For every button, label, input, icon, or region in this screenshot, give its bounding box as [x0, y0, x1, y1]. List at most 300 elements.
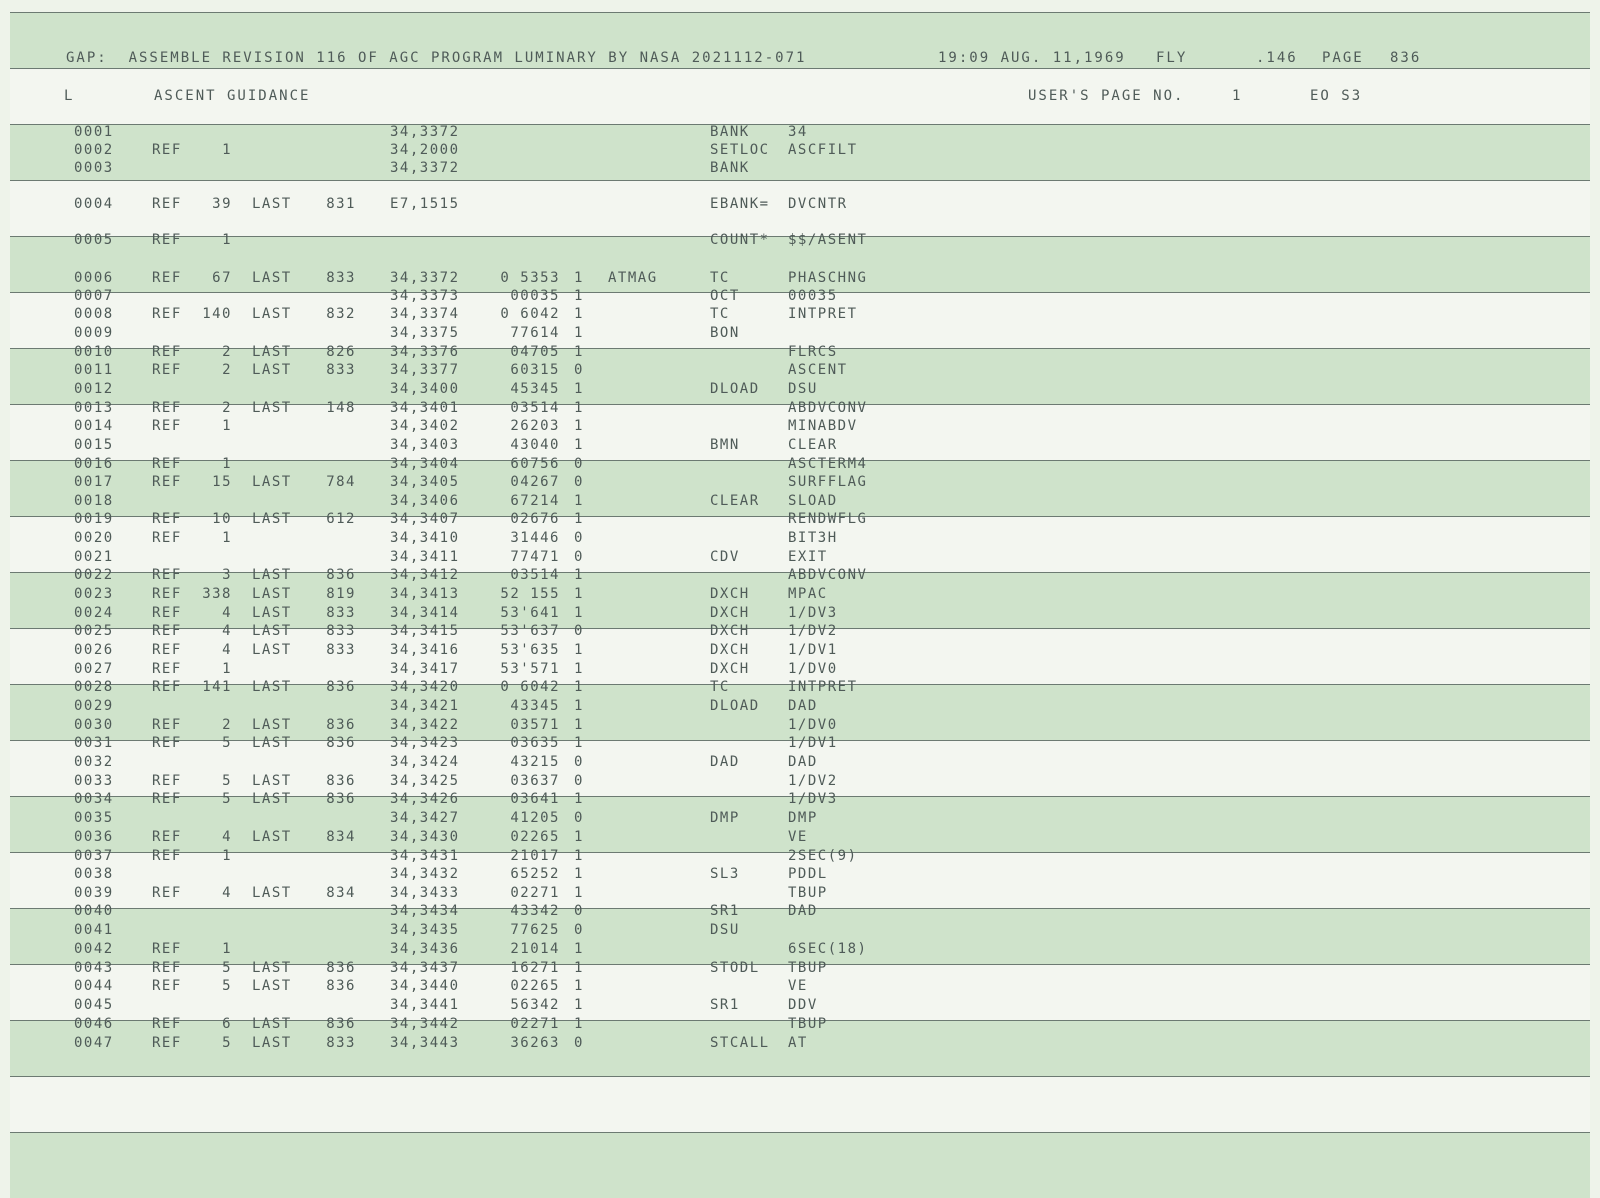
line-number: 0046 — [74, 1016, 114, 1032]
address: 34,3442 — [390, 1016, 460, 1032]
operand: DDV — [788, 997, 818, 1013]
octal-code: 67214 — [510, 493, 560, 509]
last-page: 833 — [326, 642, 356, 658]
ref-label: REF — [152, 642, 182, 658]
address: 34,3443 — [390, 1035, 460, 1051]
ref-label: REF — [152, 735, 182, 751]
opcode: DSU — [710, 922, 740, 938]
ref-label: REF — [152, 362, 182, 378]
flag-bit: 1 — [574, 493, 584, 509]
line-number: 0037 — [74, 848, 114, 864]
address: 34,3420 — [390, 679, 460, 695]
ref-count: 4 — [222, 623, 232, 639]
line-number: 0011 — [74, 362, 114, 378]
address: E7,1515 — [390, 196, 460, 212]
last-page: 833 — [326, 270, 356, 286]
flag-bit: 1 — [574, 400, 584, 416]
ref-count: 5 — [222, 960, 232, 976]
octal-code: 03514 — [510, 567, 560, 583]
operand: MPAC — [788, 586, 828, 602]
operand: ASCFILT — [788, 142, 858, 158]
operand: PDDL — [788, 866, 828, 882]
ref-label: REF — [152, 511, 182, 527]
line-number: 0042 — [74, 941, 114, 957]
operand: 00035 — [788, 288, 838, 304]
last-label: LAST — [252, 735, 292, 751]
flag-bit: 1 — [574, 661, 584, 677]
flag-bit: 0 — [574, 362, 584, 378]
last-page: 836 — [326, 960, 356, 976]
ref-count: 1 — [222, 456, 232, 472]
address: 34,3406 — [390, 493, 460, 509]
ref-count: 10 — [212, 511, 232, 527]
ref-count: 4 — [222, 885, 232, 901]
last-page: 819 — [326, 586, 356, 602]
line-number: 0035 — [74, 810, 114, 826]
flag-bit: 1 — [574, 791, 584, 807]
opcode: SR1 — [710, 997, 740, 1013]
ref-label: REF — [152, 885, 182, 901]
flag-bit: 0 — [574, 754, 584, 770]
last-page: 833 — [326, 362, 356, 378]
flag-bit: 1 — [574, 511, 584, 527]
ref-label: REF — [152, 679, 182, 695]
operand: MINABDV — [788, 418, 858, 434]
address: 34,3376 — [390, 344, 460, 360]
address: 34,2000 — [390, 142, 460, 158]
address: 34,3435 — [390, 922, 460, 938]
last-page: 836 — [326, 717, 356, 733]
ref-label: REF — [152, 717, 182, 733]
line-number: 0032 — [74, 754, 114, 770]
ref-label: REF — [152, 474, 182, 490]
ref-label: REF — [152, 586, 182, 602]
octal-code: 21014 — [510, 941, 560, 957]
flag-bit: 0 — [574, 903, 584, 919]
opcode: BANK — [710, 160, 750, 176]
address: 34,3425 — [390, 773, 460, 789]
line-number: 0040 — [74, 903, 114, 919]
flag-bit: 1 — [574, 381, 584, 397]
octal-code: 43215 — [510, 754, 560, 770]
users-page-label: USER'S PAGE NO. — [1028, 88, 1185, 104]
operand: ABDVCONV — [788, 400, 868, 416]
flag-bit: 0 — [574, 922, 584, 938]
octal-code: 53'637 — [500, 623, 560, 639]
last-label: LAST — [252, 773, 292, 789]
operand: DMP — [788, 810, 818, 826]
flag-bit: 1 — [574, 418, 584, 434]
line-number: 0030 — [74, 717, 114, 733]
operand: BIT3H — [788, 530, 838, 546]
octal-code: 02271 — [510, 885, 560, 901]
address: 34,3431 — [390, 848, 460, 864]
flag-bit: 1 — [574, 679, 584, 695]
ref-count: 39 — [212, 196, 232, 212]
opcode: DXCH — [710, 661, 750, 677]
operand: DAD — [788, 754, 818, 770]
address: 34,3411 — [390, 549, 460, 565]
flag-bit: 0 — [574, 549, 584, 565]
address: 34,3433 — [390, 885, 460, 901]
opcode: DXCH — [710, 586, 750, 602]
last-label: LAST — [252, 717, 292, 733]
ref-label: REF — [152, 418, 182, 434]
address: 34,3414 — [390, 605, 460, 621]
flag-bit: 1 — [574, 829, 584, 845]
opcode: SR1 — [710, 903, 740, 919]
flag-bit: 1 — [574, 567, 584, 583]
ref-label: REF — [152, 567, 182, 583]
ref-label: REF — [152, 623, 182, 639]
line-number: 0015 — [74, 437, 114, 453]
line-number: 0026 — [74, 642, 114, 658]
address: 34,3423 — [390, 735, 460, 751]
flag-bit: 1 — [574, 848, 584, 864]
ref-count: 6 — [222, 1016, 232, 1032]
last-page: 836 — [326, 791, 356, 807]
ref-count: 15 — [212, 474, 232, 490]
address: 34,3405 — [390, 474, 460, 490]
symbol-label: ATMAG — [608, 270, 658, 286]
octal-code: 0 5353 — [500, 270, 560, 286]
operand: TBUP — [788, 960, 828, 976]
operand: DVCNTR — [788, 196, 848, 212]
flag-bit: 1 — [574, 941, 584, 957]
flag-bit: 0 — [574, 474, 584, 490]
octal-code: 60756 — [510, 456, 560, 472]
ref-count: 2 — [222, 344, 232, 360]
line-number: 0036 — [74, 829, 114, 845]
ref-label: REF — [152, 400, 182, 416]
last-label: LAST — [252, 605, 292, 621]
operand: INTPRET — [788, 306, 858, 322]
ref-count: 2 — [222, 400, 232, 416]
last-page: 833 — [326, 623, 356, 639]
octal-code: 60315 — [510, 362, 560, 378]
address: 34,3374 — [390, 306, 460, 322]
ref-count: 5 — [222, 1035, 232, 1051]
operand: DSU — [788, 381, 818, 397]
flag-bit: 0 — [574, 530, 584, 546]
opcode: OCT — [710, 288, 740, 304]
users-page-number: 1 — [1232, 88, 1243, 104]
last-label: LAST — [252, 400, 292, 416]
ref-count: 4 — [222, 605, 232, 621]
flag-bit: 1 — [574, 605, 584, 621]
paper-band — [10, 1132, 1590, 1198]
opcode: STODL — [710, 960, 760, 976]
last-page: 836 — [326, 1016, 356, 1032]
last-page: 148 — [326, 400, 356, 416]
flag-bit: 1 — [574, 586, 584, 602]
last-page: 836 — [326, 679, 356, 695]
last-label: LAST — [252, 960, 292, 976]
ref-label: REF — [152, 344, 182, 360]
address: 34,3377 — [390, 362, 460, 378]
line-number: 0009 — [74, 325, 114, 341]
operand: 1/DV2 — [788, 623, 838, 639]
line-number: 0044 — [74, 978, 114, 994]
ref-label: REF — [152, 791, 182, 807]
flag-bit: 1 — [574, 270, 584, 286]
address: 34,3403 — [390, 437, 460, 453]
operand: ASCENT — [788, 362, 848, 378]
flag-bit: 0 — [574, 456, 584, 472]
ref-count: 5 — [222, 791, 232, 807]
octal-code: 03635 — [510, 735, 560, 751]
last-page: 831 — [326, 196, 356, 212]
last-label: LAST — [252, 511, 292, 527]
octal-code: 43345 — [510, 698, 560, 714]
operand: 1/DV3 — [788, 791, 838, 807]
octal-code: 31446 — [510, 530, 560, 546]
octal-code: 53'641 — [500, 605, 560, 621]
address: 34,3432 — [390, 866, 460, 882]
last-label: LAST — [252, 362, 292, 378]
ref-count: 3 — [222, 567, 232, 583]
operand: INTPRET — [788, 679, 858, 695]
ref-label: REF — [152, 306, 182, 322]
line-number: 0018 — [74, 493, 114, 509]
line-number: 0039 — [74, 885, 114, 901]
last-page: 836 — [326, 567, 356, 583]
address: 34,3415 — [390, 623, 460, 639]
opcode: TC — [710, 679, 730, 695]
address: 34,3373 — [390, 288, 460, 304]
opcode: DLOAD — [710, 381, 760, 397]
last-label: LAST — [252, 306, 292, 322]
last-label: LAST — [252, 474, 292, 490]
line-number: 0031 — [74, 735, 114, 751]
opcode: DXCH — [710, 623, 750, 639]
opcode: EBANK= — [710, 196, 770, 212]
line-number: 0012 — [74, 381, 114, 397]
operand: 1/DV0 — [788, 717, 838, 733]
ref-count: 5 — [222, 978, 232, 994]
address: 34,3417 — [390, 661, 460, 677]
last-label: LAST — [252, 623, 292, 639]
operand: ABDVCONV — [788, 567, 868, 583]
opcode: DXCH — [710, 642, 750, 658]
flag-bit: 0 — [574, 623, 584, 639]
last-page: 836 — [326, 773, 356, 789]
operand: ASCTERM4 — [788, 456, 868, 472]
line-number: 0034 — [74, 791, 114, 807]
last-page: 836 — [326, 978, 356, 994]
line-number: 0043 — [74, 960, 114, 976]
timestamp: 19:09 AUG. 11,1969 — [938, 50, 1126, 66]
opcode: COUNT* — [710, 232, 770, 248]
operand: SLOAD — [788, 493, 838, 509]
last-label: LAST — [252, 978, 292, 994]
ref-count: 1 — [222, 142, 232, 158]
ref-label: REF — [152, 1035, 182, 1051]
line-number: 0033 — [74, 773, 114, 789]
operand: RENDWFLG — [788, 511, 868, 527]
ref-label: REF — [152, 456, 182, 472]
opcode: CLEAR — [710, 493, 760, 509]
operand: 1/DV0 — [788, 661, 838, 677]
ref-label: REF — [152, 196, 182, 212]
last-label: LAST — [252, 196, 292, 212]
operand: 2SEC(9) — [788, 848, 858, 864]
line-number: 0022 — [74, 567, 114, 583]
page-label: PAGE — [1322, 50, 1364, 66]
opcode: DLOAD — [710, 698, 760, 714]
band-rule — [10, 12, 1590, 13]
last-page: 836 — [326, 735, 356, 751]
octal-code: 00035 — [510, 288, 560, 304]
octal-code: 16271 — [510, 960, 560, 976]
ref-count: 5 — [222, 735, 232, 751]
line-number: 0001 — [74, 124, 114, 140]
octal-code: 21017 — [510, 848, 560, 864]
ref-label: REF — [152, 941, 182, 957]
address: 34,3427 — [390, 810, 460, 826]
opcode: BMN — [710, 437, 740, 453]
last-page: 826 — [326, 344, 356, 360]
paper-band — [10, 1076, 1590, 1132]
flag-bit: 0 — [574, 773, 584, 789]
operand: TBUP — [788, 885, 828, 901]
line-number: 0013 — [74, 400, 114, 416]
operand: VE — [788, 978, 808, 994]
address: 34,3413 — [390, 586, 460, 602]
line-number: 0003 — [74, 160, 114, 176]
octal-code: 77625 — [510, 922, 560, 938]
ref-count: 5 — [222, 773, 232, 789]
ref-count: 1 — [222, 530, 232, 546]
line-number: 0041 — [74, 922, 114, 938]
address: 34,3372 — [390, 124, 460, 140]
flag-bit: 1 — [574, 288, 584, 304]
flag-bit: 1 — [574, 344, 584, 360]
ref-label: REF — [152, 848, 182, 864]
line-number: 0016 — [74, 456, 114, 472]
flag-bit: 1 — [574, 698, 584, 714]
page-number: 836 — [1390, 50, 1422, 66]
opcode: TC — [710, 270, 730, 286]
band-rule — [10, 1132, 1590, 1133]
operand: EXIT — [788, 549, 828, 565]
address: 34,3410 — [390, 530, 460, 546]
flag-bit: 1 — [574, 642, 584, 658]
opcode: SL3 — [710, 866, 740, 882]
operand: 1/DV1 — [788, 642, 838, 658]
address: 34,3401 — [390, 400, 460, 416]
section-title: ASCENT GUIDANCE — [154, 88, 311, 104]
octal-code: 43342 — [510, 903, 560, 919]
ref-label: REF — [152, 829, 182, 845]
octal-code: 02271 — [510, 1016, 560, 1032]
operand: SURFFLAG — [788, 474, 868, 490]
flag-bit: 1 — [574, 960, 584, 976]
octal-code: 56342 — [510, 997, 560, 1013]
address: 34,3440 — [390, 978, 460, 994]
opcode: CDV — [710, 549, 740, 565]
ref-count: 1 — [222, 941, 232, 957]
last-label: LAST — [252, 270, 292, 286]
last-page: 833 — [326, 1035, 356, 1051]
flag-bit: 1 — [574, 306, 584, 322]
flag-bit: 1 — [574, 978, 584, 994]
flag-bit: 1 — [574, 717, 584, 733]
ref-count: 4 — [222, 642, 232, 658]
octal-code: 03641 — [510, 791, 560, 807]
line-number: 0017 — [74, 474, 114, 490]
line-number: 0014 — [74, 418, 114, 434]
line-number: 0027 — [74, 661, 114, 677]
octal-code: 04705 — [510, 344, 560, 360]
flag-bit: 1 — [574, 997, 584, 1013]
octal-code: 02265 — [510, 978, 560, 994]
fly-label: FLY — [1156, 50, 1188, 66]
band-rule — [10, 68, 1590, 69]
last-label: LAST — [252, 1035, 292, 1051]
ref-label: REF — [152, 142, 182, 158]
last-page: 784 — [326, 474, 356, 490]
ref-label: REF — [152, 270, 182, 286]
flag-bit: 1 — [574, 1016, 584, 1032]
octal-code: 03637 — [510, 773, 560, 789]
octal-code: 03514 — [510, 400, 560, 416]
ref-count: 338 — [202, 586, 232, 602]
last-label: LAST — [252, 829, 292, 845]
ref-label: REF — [152, 960, 182, 976]
line-number: 0010 — [74, 344, 114, 360]
operand: 1/DV3 — [788, 605, 838, 621]
ref-label: REF — [152, 1016, 182, 1032]
octal-code: 77614 — [510, 325, 560, 341]
line-number: 0007 — [74, 288, 114, 304]
address: 34,3404 — [390, 456, 460, 472]
ref-count: 1 — [222, 418, 232, 434]
last-page: 832 — [326, 306, 356, 322]
address: 34,3407 — [390, 511, 460, 527]
ref-label: REF — [152, 773, 182, 789]
line-number: 0023 — [74, 586, 114, 602]
address: 34,3372 — [390, 270, 460, 286]
last-label: LAST — [252, 885, 292, 901]
opcode: STCALL — [710, 1035, 770, 1051]
address: 34,3426 — [390, 791, 460, 807]
address: 34,3402 — [390, 418, 460, 434]
operand: FLRCS — [788, 344, 838, 360]
last-label: LAST — [252, 679, 292, 695]
flag-bit: 1 — [574, 866, 584, 882]
opcode: SETLOC — [710, 142, 770, 158]
line-number: 0005 — [74, 232, 114, 248]
ref-count: 67 — [212, 270, 232, 286]
line-number: 0006 — [74, 270, 114, 286]
octal-code: 77471 — [510, 549, 560, 565]
ref-label: REF — [152, 530, 182, 546]
ref-count: 1 — [222, 661, 232, 677]
line-number: 0028 — [74, 679, 114, 695]
line-number: 0008 — [74, 306, 114, 322]
ref-count: 1 — [222, 848, 232, 864]
last-page: 612 — [326, 511, 356, 527]
line-number: 0021 — [74, 549, 114, 565]
opcode: BON — [710, 325, 740, 341]
line-number: 0002 — [74, 142, 114, 158]
last-label: LAST — [252, 791, 292, 807]
ref-label: REF — [152, 232, 182, 248]
line-number: 0019 — [74, 511, 114, 527]
flag-bit: 1 — [574, 735, 584, 751]
operand: DAD — [788, 903, 818, 919]
